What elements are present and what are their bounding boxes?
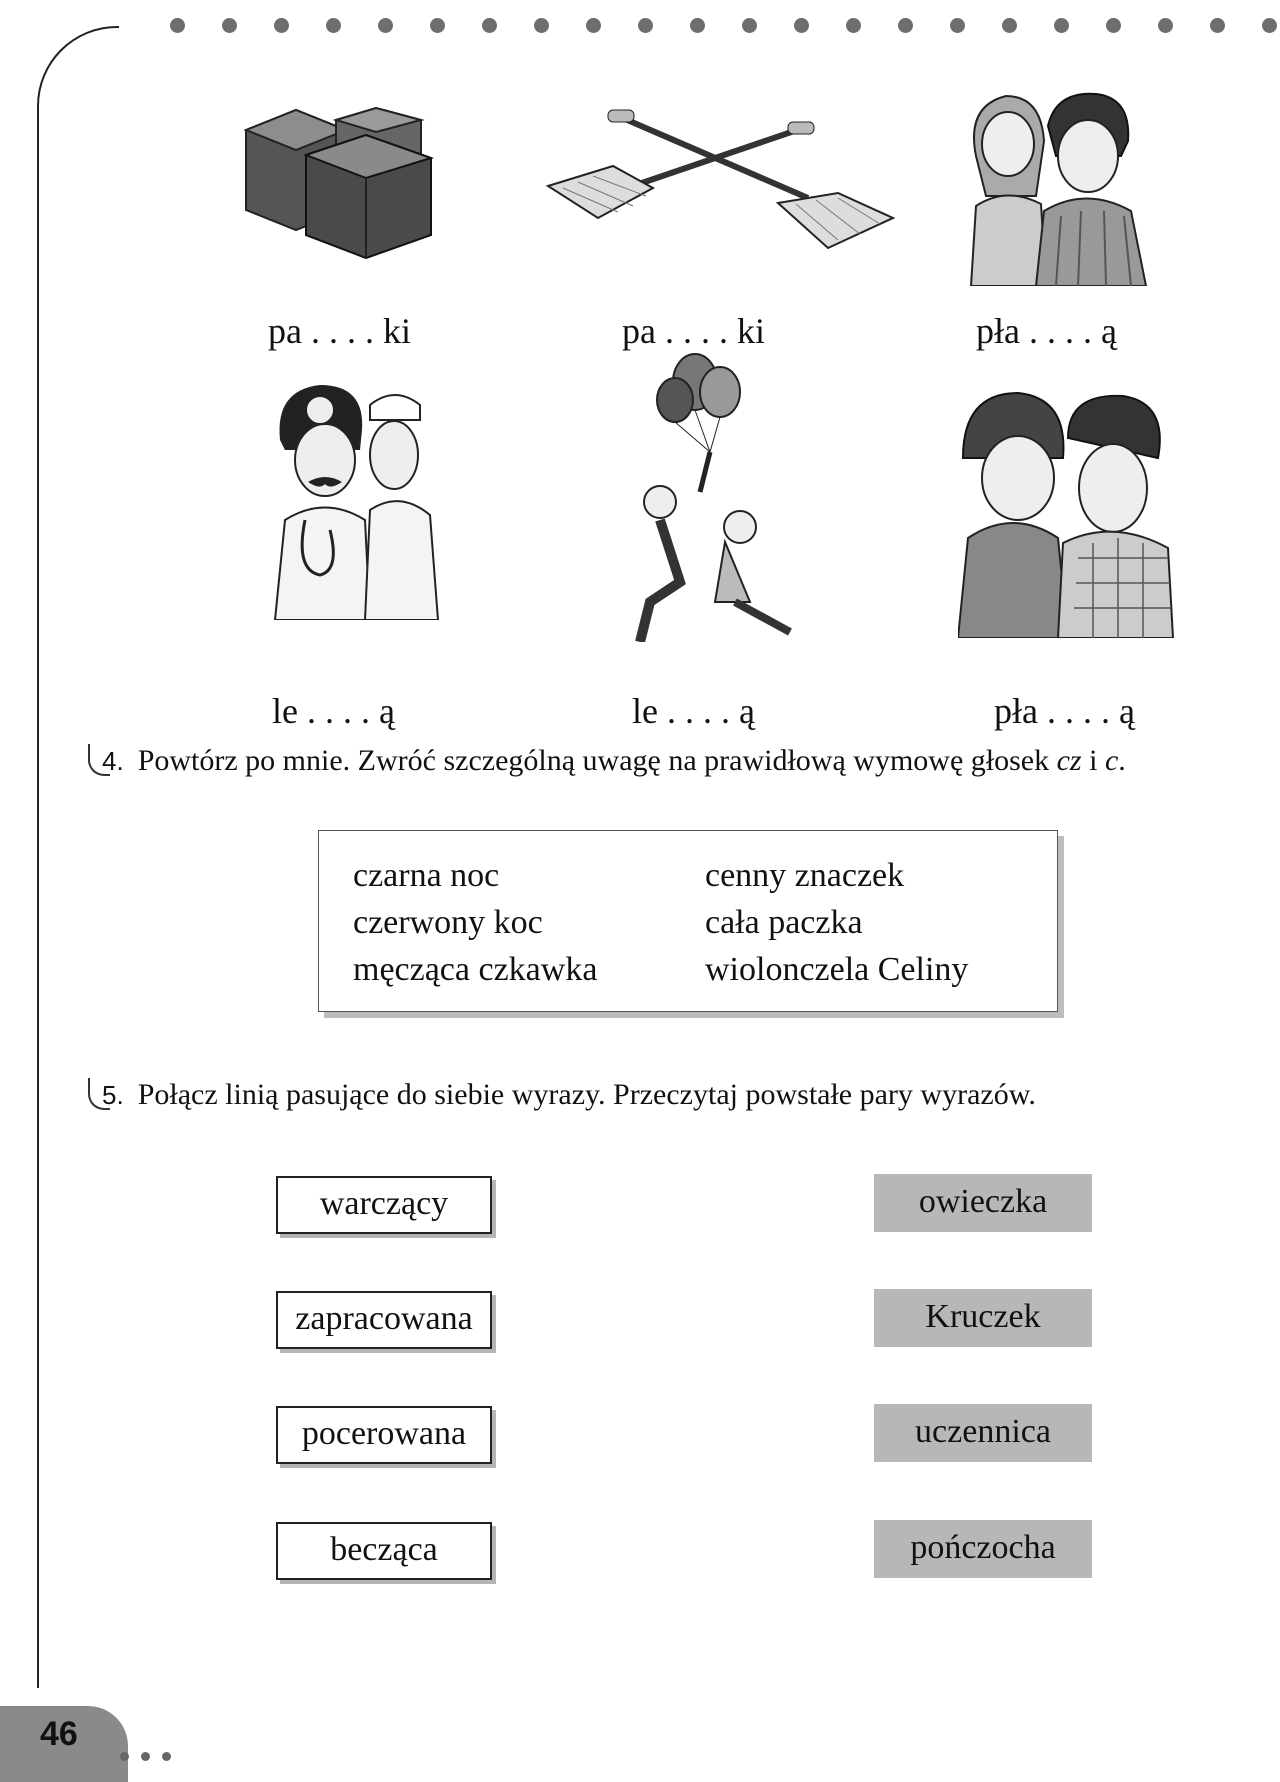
task-4-number: 4.	[102, 746, 124, 776]
task-4-instruction: 4. Powtórz po mnie. Zwróć szczególną uwagę na prawidłową wymowę głosek cz i c.	[88, 744, 1126, 778]
decorative-dot	[141, 1752, 150, 1761]
decorative-dot	[162, 1752, 171, 1761]
match-left-word-1[interactable]: warczący	[276, 1176, 492, 1234]
phrase-left-1: czarna noc	[353, 857, 500, 894]
match-right-word-2[interactable]: Kruczek	[874, 1289, 1092, 1347]
decorative-dots-row	[170, 14, 1280, 36]
match-left-word-4[interactable]: becząca	[276, 1522, 492, 1580]
phrase-right-2: cała paczka	[705, 904, 863, 941]
syllable-word-4: le . . . . ą	[272, 691, 395, 731]
syllable-word-6: pła . . . . ą	[994, 691, 1135, 731]
syllable-word-5: le . . . . ą	[632, 691, 755, 731]
task-5-number: 5.	[102, 1080, 124, 1110]
syllable-word-1: pa . . . . ki	[268, 311, 411, 351]
decorative-dot	[120, 1752, 129, 1761]
couple-illustration	[956, 86, 1152, 286]
page-number: 46	[40, 1715, 78, 1753]
crying-children-illustration	[958, 388, 1178, 638]
phrase-right-1: cenny znaczek	[705, 857, 905, 894]
phrase-left-2: czerwony koc	[353, 904, 543, 941]
fly-swatters-illustration	[538, 108, 900, 258]
match-right-word-1[interactable]: owieczka	[874, 1174, 1092, 1232]
phrases-box	[318, 830, 1058, 1012]
doctors-illustration	[270, 380, 440, 620]
task-4-text: Powtórz po mnie. Zwróć szczególną uwagę na prawidłową wymowę głosek	[137, 744, 1057, 777]
children-with-balloons-illustration	[620, 352, 810, 642]
match-left-word-2[interactable]: zapracowana	[276, 1291, 492, 1349]
syllable-word-2: pa . . . . ki	[622, 311, 765, 351]
phrase-right-3: wiolonczela Celiny	[705, 951, 969, 988]
task-4-sound-c: c	[1104, 744, 1119, 777]
match-right-word-3[interactable]: uczennica	[874, 1404, 1092, 1462]
task-5-text: Połącz linią pasujące do siebie wyrazy. Przeczytaj powstałe pary wyrazów.	[137, 1078, 1036, 1111]
phrase-left-3: męcząca czkawka	[353, 951, 598, 988]
task-4-sound-cz: cz	[1056, 744, 1082, 777]
match-left-word-3[interactable]: pocerowana	[276, 1406, 492, 1464]
match-right-word-4[interactable]: pończocha	[874, 1520, 1092, 1578]
syllable-word-3: pła . . . . ą	[976, 311, 1117, 351]
page-margin-line	[37, 26, 119, 1688]
task-5-instruction	[88, 1078, 1036, 1112]
cubes-illustration	[236, 100, 442, 260]
